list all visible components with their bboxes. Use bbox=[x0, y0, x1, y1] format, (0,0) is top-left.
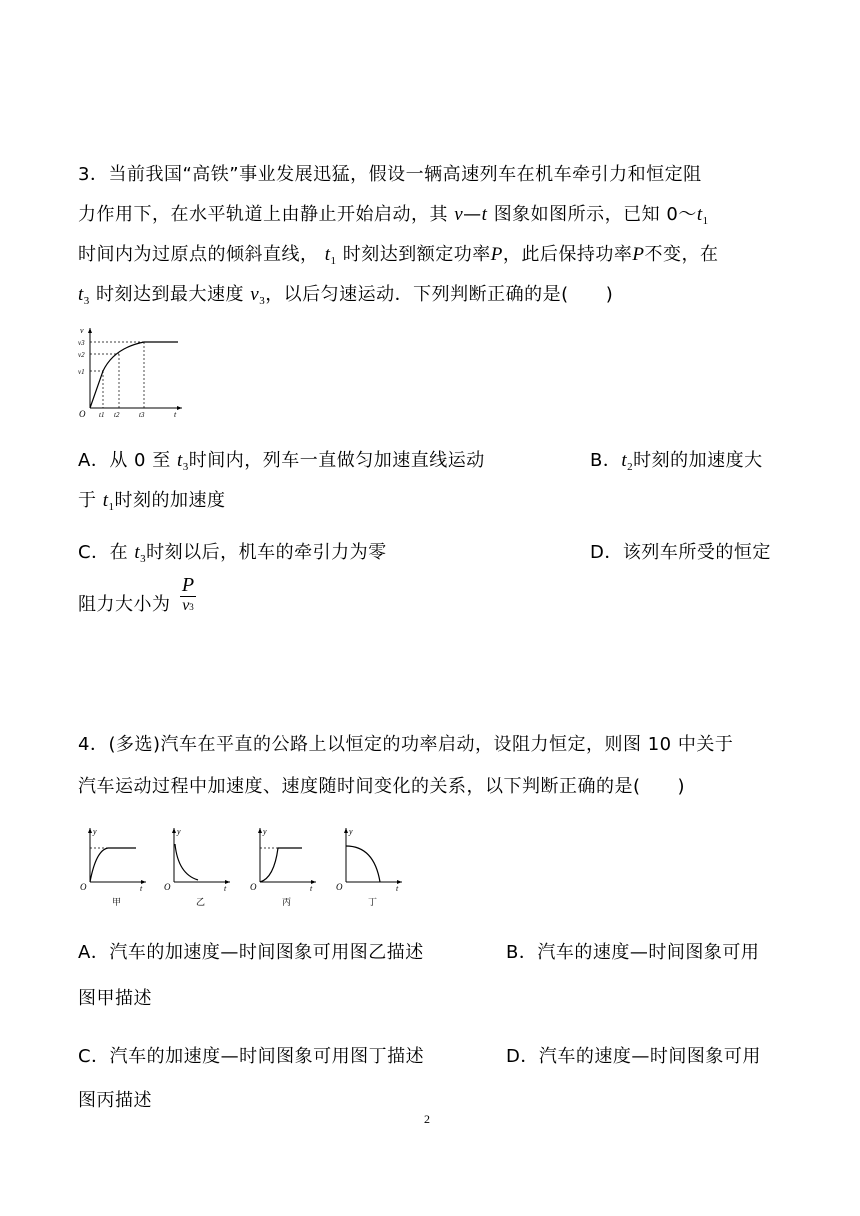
q4-line-2: 汽车运动过程中加速度、速度随时间变化的关系，以下判断正确的是( ) bbox=[78, 776, 686, 797]
graph-ding bbox=[336, 827, 402, 907]
q4-option-a: A．汽车的加速度—时间图象可用图乙描述 bbox=[78, 942, 424, 963]
tick-v1: v1 bbox=[78, 368, 85, 376]
svg-text:O: O bbox=[164, 882, 171, 892]
q4-option-c: C．汽车的加速度—时间图象可用图丁描述 bbox=[78, 1046, 425, 1067]
tick-t2: t2 bbox=[114, 411, 120, 418]
page-number: 2 bbox=[424, 1112, 430, 1126]
q4-graphs bbox=[74, 822, 414, 912]
q4-line-1: 4．(多选)汽车在平直的公路上以恒定的功率启动，设阻力恒定，则图 10 中关于 bbox=[78, 734, 734, 755]
svg-text:y: y bbox=[93, 827, 97, 836]
fraction-denominator: v3 bbox=[182, 597, 194, 614]
q3-option-b: B．$t_2$时刻的加速度大 bbox=[590, 450, 763, 473]
svg-text:y: y bbox=[349, 827, 353, 836]
svg-text:O: O bbox=[336, 882, 343, 892]
q3-line-2: 力作用下，在水平轨道上由静止开始启动，其 v—t 图象如图所示，已知 $0\sim t_1$ bbox=[78, 204, 709, 227]
q3-option-a: A．从 0 至 $t_3$时间内，列车一直做匀加速直线运动 bbox=[78, 450, 485, 473]
svg-text:y: y bbox=[177, 827, 181, 836]
y-arrow-icon bbox=[88, 328, 92, 333]
fraction-numerator: P bbox=[181, 574, 195, 596]
graph-label-jia: 甲 bbox=[112, 897, 122, 907]
svg-text:t: t bbox=[310, 884, 313, 893]
svg-text:t: t bbox=[224, 884, 227, 893]
tick-v2: v2 bbox=[78, 351, 85, 359]
svg-text:y: y bbox=[263, 827, 267, 836]
q3-fraction bbox=[180, 574, 196, 616]
svg-text:O: O bbox=[250, 882, 257, 892]
graph-jia bbox=[80, 827, 146, 907]
svg-text:t: t bbox=[396, 884, 399, 893]
graph-label-yi: 乙 bbox=[196, 897, 206, 907]
q3-line-1: 3．当前我国“高铁”事业发展迅猛，假设一辆高速列车在机车牵引力和恒定阻 bbox=[78, 164, 702, 185]
tick-t1: t1 bbox=[99, 411, 105, 418]
graph-bing bbox=[250, 827, 316, 907]
q3-line-4: $t_3$ 时刻达到最大速度 $v_3$，以后匀速运动．下列判断正确的是( ) bbox=[78, 284, 614, 307]
origin-label: O bbox=[79, 409, 86, 418]
q3-line-3: 时间内为过原点的倾斜直线， $t_1$ 时刻达到额定功率P，此后保持功率P不变，在 bbox=[78, 244, 719, 267]
x-arrow-icon bbox=[177, 406, 182, 410]
q3-option-b-cont: 于 $t_1$时刻的加速度 bbox=[78, 490, 226, 513]
q4-option-d-cont: 图丙描述 bbox=[78, 1090, 152, 1111]
tick-v3: v3 bbox=[78, 339, 85, 347]
graph-label-ding: 丁 bbox=[368, 897, 378, 907]
graph-label-bing: 丙 bbox=[282, 897, 292, 907]
q3-option-c: C．在 $t_3$时刻以后，机车的牵引力为零 bbox=[78, 542, 387, 565]
q3-option-d: D．该列车所受的恒定 bbox=[590, 542, 771, 563]
svg-text:t: t bbox=[140, 884, 143, 893]
y-axis-label: v bbox=[80, 326, 84, 335]
graph-yi bbox=[164, 827, 230, 907]
q4-option-b-cont: 图甲描述 bbox=[78, 988, 152, 1009]
tick-t3: t3 bbox=[139, 411, 145, 418]
q3-option-d-cont: 阻力大小为 bbox=[78, 594, 171, 615]
q4-option-b: B．汽车的速度—时间图象可用 bbox=[506, 942, 760, 963]
q4-option-d: D．汽车的速度—时间图象可用 bbox=[506, 1046, 761, 1067]
q3-vt-graph bbox=[74, 324, 186, 418]
x-axis-label: t bbox=[174, 410, 177, 418]
svg-text:O: O bbox=[80, 882, 87, 892]
